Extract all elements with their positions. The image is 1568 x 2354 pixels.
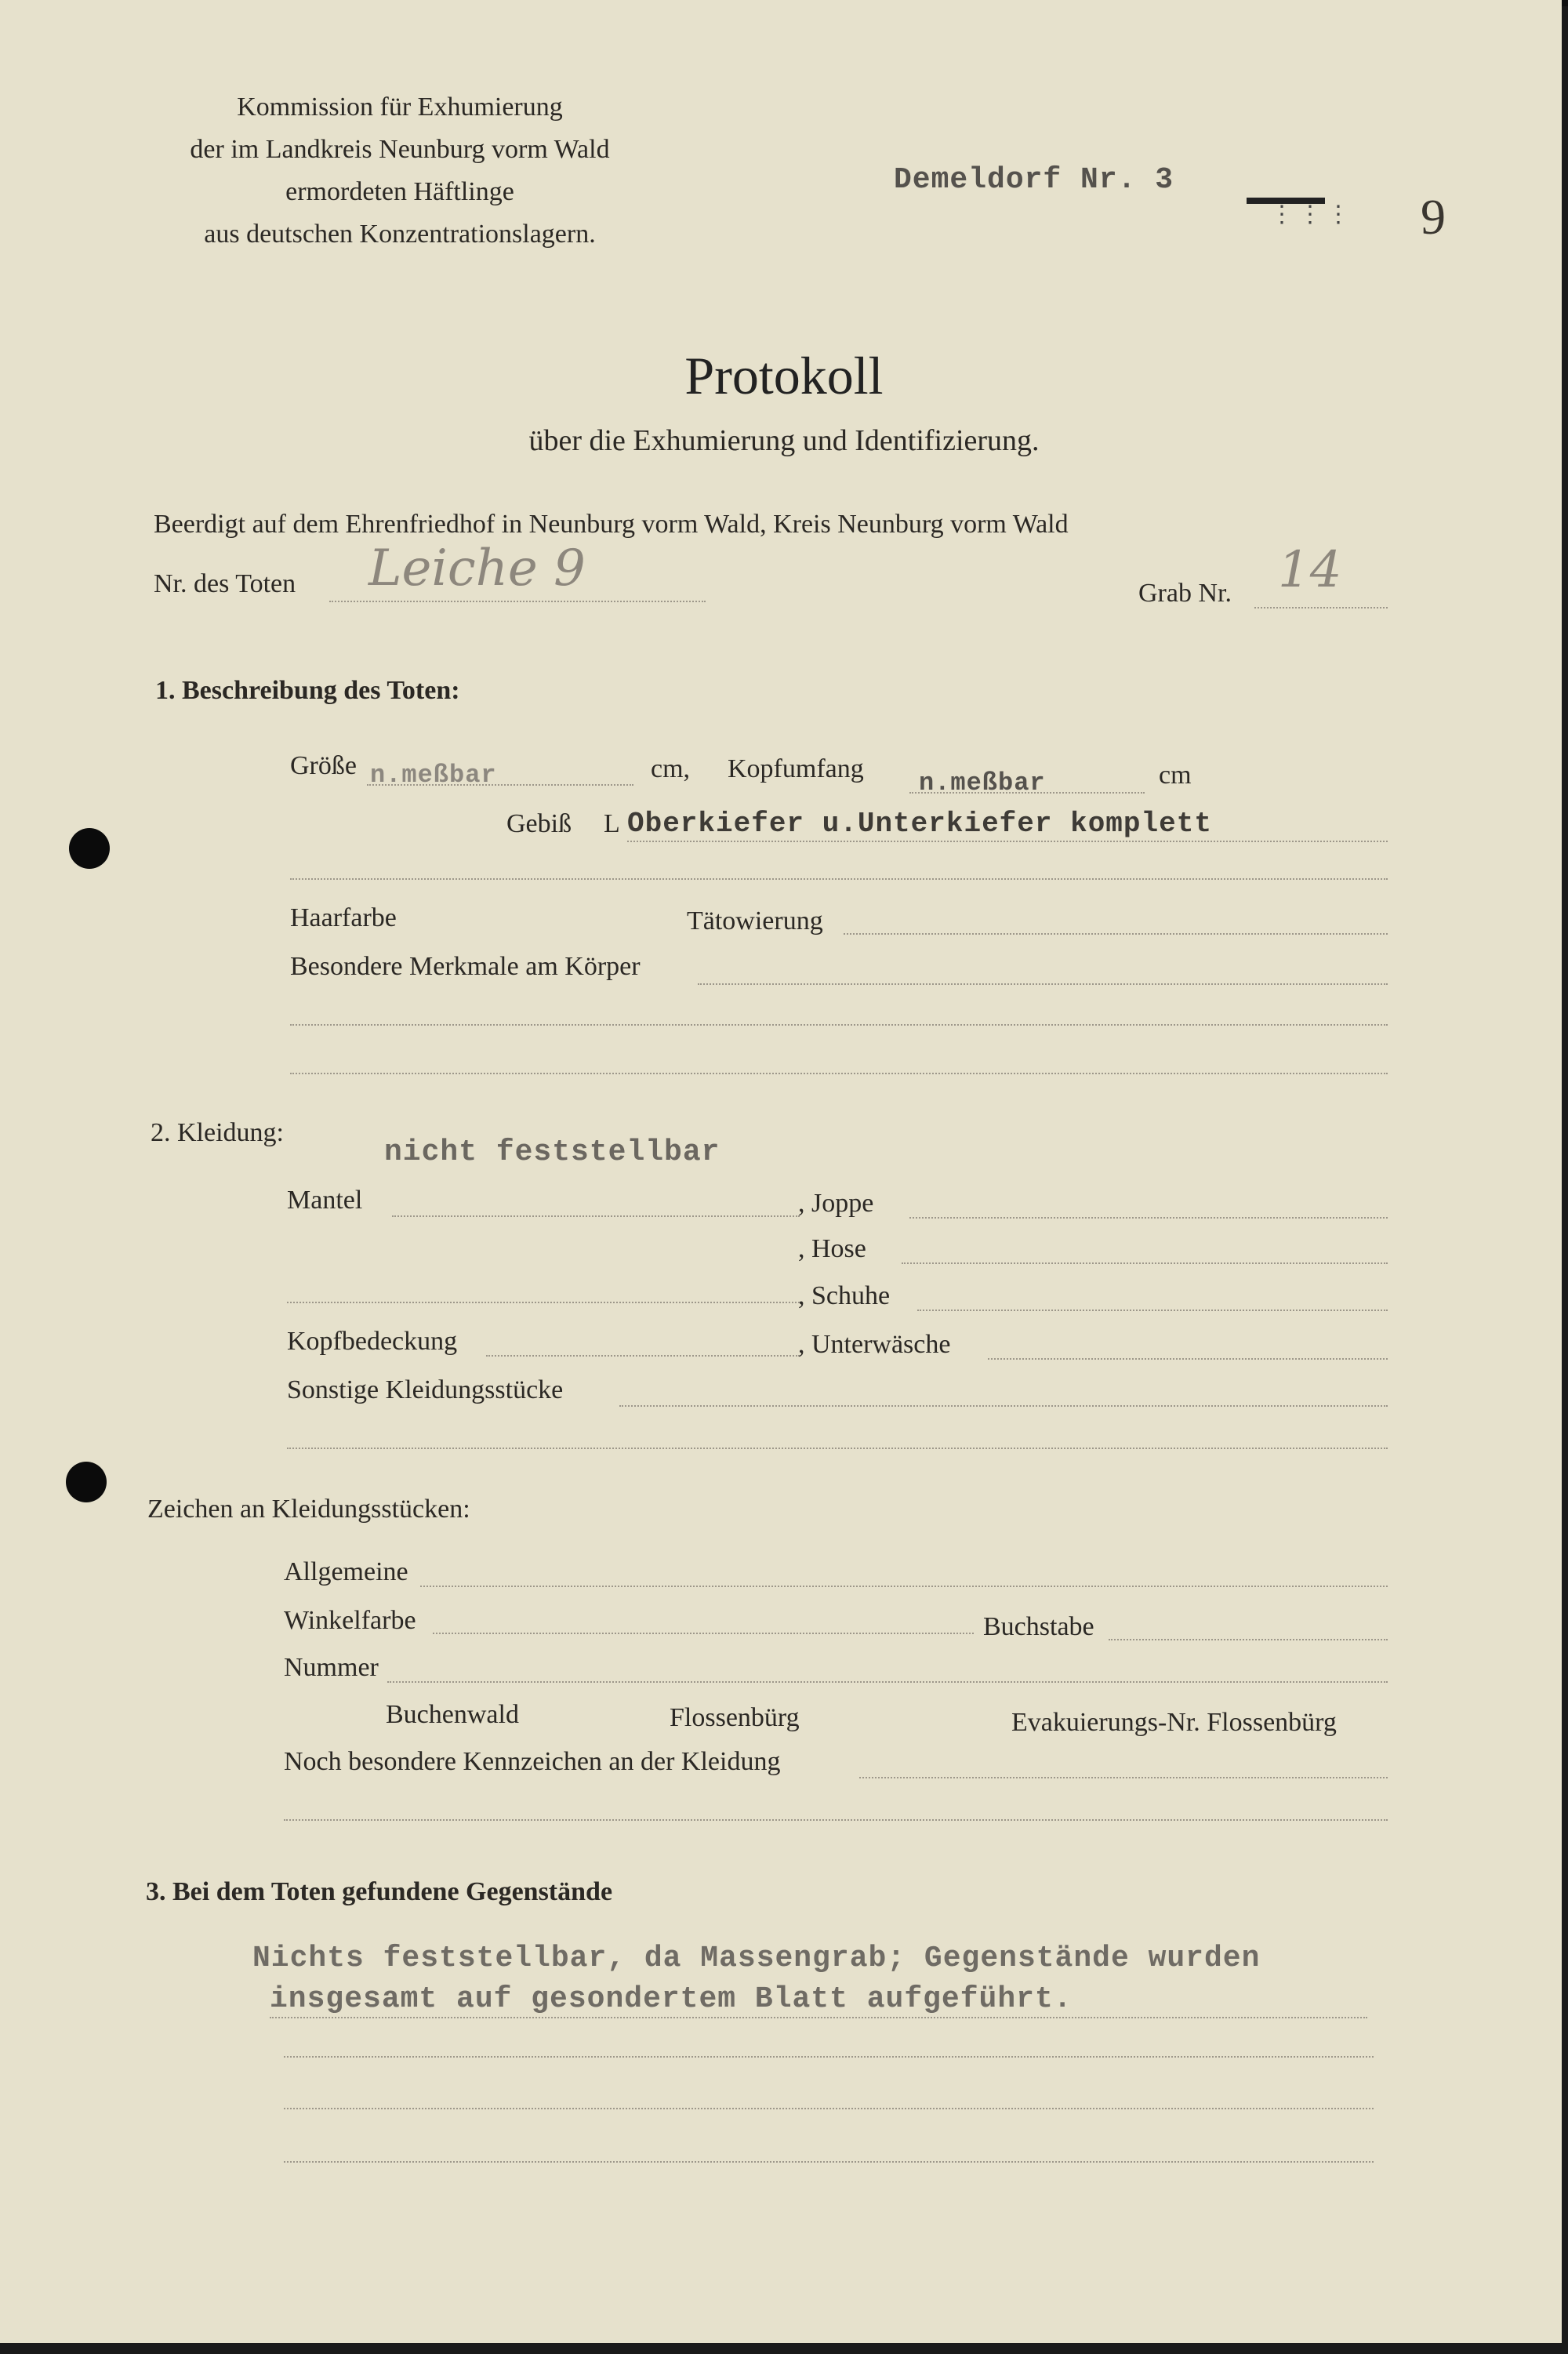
objects-line-2: insgesamt auf gesondertem Blatt aufgeführt. [270, 1982, 1073, 2016]
stamp-number: 9 [1421, 189, 1446, 245]
teeth-line-2 [290, 878, 1388, 880]
height-line [367, 784, 633, 786]
tattoo-line [844, 933, 1388, 935]
objects-line-rule-3 [284, 2108, 1374, 2109]
commission-line-1: Kommission für Exhumierung [237, 93, 563, 122]
page-title: Protokoll [684, 346, 884, 405]
noch-line [859, 1777, 1388, 1778]
nummer-line [387, 1681, 1388, 1683]
allgemeine-line [420, 1586, 1388, 1587]
cm-label-2: cm [1159, 761, 1192, 790]
joppe-label: , Joppe [798, 1189, 874, 1218]
nummer-label: Nummer [284, 1653, 379, 1682]
head-circ-label: Kopfumfang [728, 754, 864, 783]
section3-heading: 3. Bei dem Toten gefundene Gegenstände [146, 1877, 613, 1906]
flossenbuerg-label: Flossenbürg [670, 1703, 800, 1732]
section2-heading: 2. Kleidung: [151, 1118, 284, 1147]
marks-line-1 [698, 983, 1388, 985]
height-value: n.meßbar [370, 761, 497, 790]
marks-line-2 [290, 1024, 1388, 1026]
commission-line-4: aus deutschen Konzentrationslagern. [204, 220, 596, 249]
evak-label: Evakuierungs-Nr. Flossenbürg [1011, 1708, 1337, 1737]
marks-line-3 [290, 1073, 1388, 1074]
buchstabe-label: Buchstabe [983, 1612, 1094, 1641]
objects-line-rule-4 [284, 2161, 1374, 2163]
burial-line: Beerdigt auf dem Ehrenfriedhof in Neunburg vorm Wald, Kreis Neunburg vorm Wald [154, 510, 1069, 539]
unter-label: , Unterwäsche [798, 1330, 951, 1359]
commission-line-2: der im Landkreis Neunburg vorm Wald [190, 135, 610, 164]
height-label: Größe [290, 751, 357, 780]
allgemeine-label: Allgemeine [284, 1557, 408, 1586]
stamp-marks-ticks: ⋮⋮⋮ [1270, 202, 1355, 227]
marks-label: Besondere Merkmale am Körper [290, 952, 641, 981]
kopf-label: Kopfbedeckung [287, 1327, 458, 1356]
commission-line-3: ermordeten Häftlinge [285, 177, 514, 206]
unter-line [988, 1358, 1388, 1360]
dead-number-line [329, 601, 706, 602]
clothing-value: nicht feststellbar [384, 1135, 720, 1169]
head-circ-value: n.meßbar [919, 768, 1046, 797]
teeth-value: Oberkiefer u.Unterkiefer komplett [627, 808, 1212, 840]
joppe-line [909, 1217, 1388, 1219]
noch-label: Noch besondere Kennzeichen an der Kleidung [284, 1747, 781, 1776]
hose-label: , Hose [798, 1234, 866, 1263]
file-reference: Demeldorf Nr. 3 [894, 163, 1174, 197]
teeth-line [627, 841, 1388, 842]
clothing-line-left [287, 1302, 800, 1303]
sonstige-line-2 [287, 1448, 1388, 1449]
grave-value: 14 [1278, 541, 1342, 599]
buchstabe-line [1109, 1639, 1388, 1640]
grave-label: Grab Nr. [1138, 579, 1232, 608]
punch-hole-upper [69, 828, 110, 869]
noch-line-2 [284, 1819, 1388, 1821]
winkel-line [433, 1633, 974, 1634]
grave-line [1254, 607, 1388, 608]
kopf-line [486, 1355, 800, 1357]
hose-line [902, 1262, 1388, 1264]
teeth-prefix: L [604, 809, 620, 838]
buchenwald-label: Buchenwald [386, 1700, 519, 1729]
schuhe-label: , Schuhe [798, 1281, 891, 1310]
dead-number-label: Nr. des Toten [154, 569, 296, 598]
dead-number-value: Leiche 9 [368, 539, 586, 598]
page-subtitle: über die Exhumierung und Identifizierung. [528, 424, 1040, 457]
mantel-label: Mantel [287, 1186, 363, 1215]
tattoo-label: Tätowierung [687, 906, 823, 935]
teeth-label: Gebiß [506, 809, 572, 838]
section1-heading: 1. Beschreibung des Toten: [155, 676, 460, 705]
winkel-label: Winkelfarbe [284, 1606, 416, 1635]
marks-heading: Zeichen an Kleidungsstücken: [147, 1495, 470, 1524]
head-circ-line [909, 792, 1145, 794]
objects-line-1: Nichts feststellbar, da Massengrab; Gegenstände wurden [252, 1942, 1261, 1975]
cm-label-1: cm, [651, 754, 691, 783]
sonstige-label: Sonstige Kleidungsstücke [287, 1375, 564, 1404]
mantel-line [392, 1215, 800, 1217]
hair-label: Haarfarbe [290, 903, 397, 932]
sonstige-line [619, 1405, 1388, 1407]
objects-line-rule-1 [270, 2017, 1367, 2018]
objects-line-rule-2 [284, 2056, 1374, 2058]
schuhe-line [917, 1310, 1388, 1311]
punch-hole-lower [66, 1462, 107, 1502]
